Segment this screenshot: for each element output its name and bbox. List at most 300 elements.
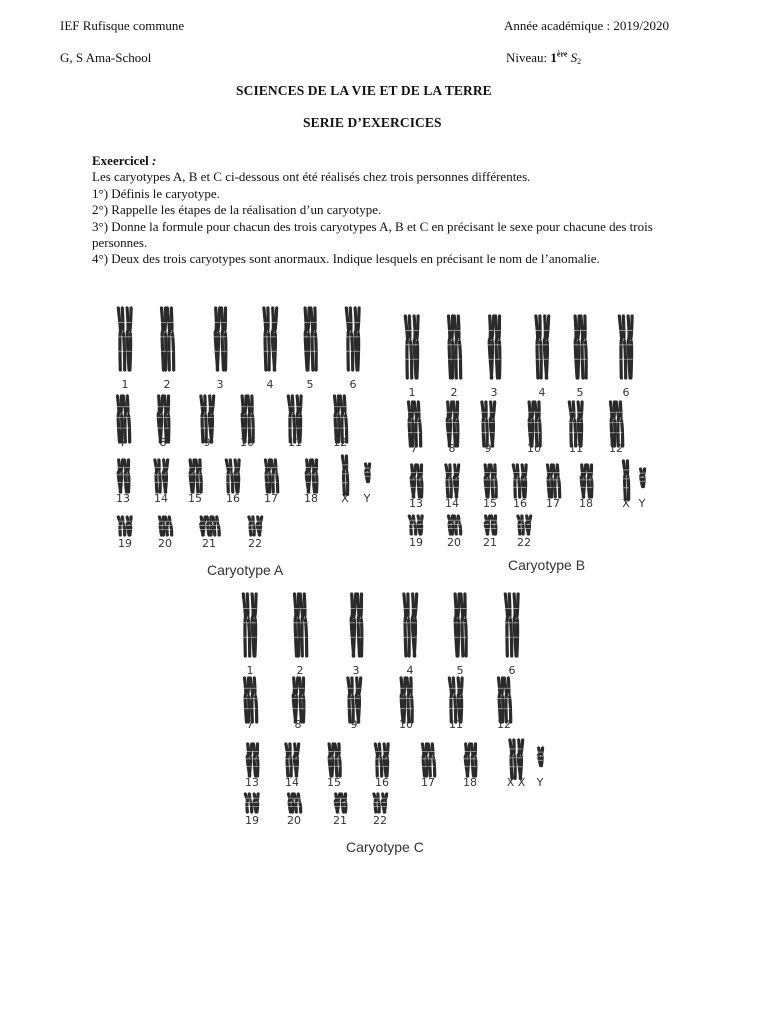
karyotype-caption: Caryotype B [508,557,586,573]
chromatid [591,465,592,497]
chromatid [541,748,543,766]
chromosome-pair-22 [518,516,531,534]
chromatid [491,316,493,378]
pair-label: 18 [579,497,593,510]
pair-label: 22 [517,536,531,549]
chromatid [249,794,251,812]
pair-label: 20 [287,814,301,827]
chromatid [454,516,456,534]
chromatid [120,460,122,492]
chromosome-pair-15 [328,744,341,776]
chromatid [345,794,346,812]
pair-label: Y [638,497,646,510]
chromatid [619,316,621,378]
karyotype-caption: Caryotype A [207,562,284,578]
chromatid [127,396,129,442]
chromatid [457,402,458,446]
chromatid [155,460,157,492]
pair-label: 16 [226,492,240,505]
school-name: G, S Ama-School [60,50,152,65]
chromatid [213,517,215,535]
pair-label: 3 [352,664,360,677]
chromosome-pair-8 [446,402,459,446]
pair-label: 12 [333,436,347,449]
chromatid [504,678,506,722]
chromatid [421,465,422,497]
chromosome-pair-9 [348,678,361,722]
chromatid [452,516,453,534]
level-class: S [570,50,578,65]
chromatid [482,402,484,446]
academic-year: Année académique : 2019/2020 [504,18,669,33]
chromatid [275,460,277,492]
chromatid [165,460,167,492]
chromatid [387,744,389,776]
chromosome-pair-14 [446,465,459,497]
chromosome-pair-3 [214,308,227,370]
chromatid [449,516,451,534]
chromosome-pair-9 [482,402,495,446]
pair-label: 17 [264,492,278,505]
chromatid [627,461,629,499]
chromatid [295,594,297,656]
karyotype-svg [95,300,425,590]
chromatid [467,744,469,776]
series-title: SERIE D’EXERCICES [303,115,442,130]
chromosome-pair-x [342,456,348,494]
chromatid [573,402,575,446]
chromatid [623,461,625,499]
chromatid [358,594,360,656]
chromatid [337,794,339,812]
chromosome-pair-3 [350,594,363,656]
chromatid [375,744,377,776]
chromosome-pair-4 [404,594,417,656]
level-superscript: ère [556,49,568,59]
chromosome-pair-11 [449,678,462,722]
pair-label: 16 [375,776,389,789]
chromatid [414,402,416,446]
chromatid [292,794,293,812]
chromatid [248,678,249,722]
chromatid [551,465,552,497]
pair-label: 14 [285,776,299,789]
pair-label: 21 [202,537,216,550]
chromatid [581,316,583,378]
chromatid [405,316,407,378]
chromatid [358,308,360,370]
chromosome-pair-7 [244,678,257,722]
chromatid [125,460,127,492]
chromatid [268,308,270,370]
chromosome-pair-y [639,469,645,487]
chromatid [217,308,219,370]
chromatid [298,594,299,656]
chromosome-pair-11 [569,402,582,446]
chromosome-pair-17 [547,465,560,497]
chromosome-pair-12 [498,678,511,722]
pair-label: 17 [421,776,435,789]
chromosome-pair-21 [484,516,497,534]
pair-label: 2 [296,664,304,677]
chromatid [289,794,291,812]
chromatid [623,316,625,378]
pair-label: 7 [246,718,254,731]
pair-label: X [341,492,349,505]
chromosome-pair-22 [374,794,387,812]
chromatid [449,316,451,378]
chromatid [499,316,500,378]
karyotype-c-figure [222,586,572,866]
pair-label: 3 [216,378,224,391]
pair-label: 6 [622,386,630,399]
chromatid [475,744,476,776]
karyotype-b-figure [390,308,700,586]
chromosome-pair-20 [159,517,172,535]
chromosome-pair-22 [249,517,262,535]
chromosome-pair-7 [408,402,421,446]
chromosome-pair-21 [199,517,219,535]
chromatid [217,517,219,535]
chromosome-pair-17 [265,460,278,492]
chromosome-pair-5 [454,594,467,656]
chromosome-pair-5 [574,316,587,378]
chromatid [611,402,613,446]
chromatid [230,460,232,492]
pair-label: 5 [306,378,314,391]
chromatid [458,594,460,656]
pair-label: 1 [408,386,416,399]
chromatid [118,517,120,535]
chromatid [300,678,302,722]
chromosome-pair-y [364,464,370,482]
chromatid [488,465,490,497]
chromatid [257,794,259,812]
chromosome-pair-18 [464,744,477,776]
chromatid [225,308,226,370]
chromatid [620,402,622,446]
chromatid [266,460,268,492]
chromatid [520,740,522,778]
pair-label: 17 [546,497,560,510]
chromatid [253,517,255,535]
chromatid [508,678,510,722]
chromosome-pair-19 [245,794,258,812]
chromatid [461,594,463,656]
chromosome-pair-6 [505,594,518,656]
pair-label: 11 [449,718,463,731]
chromatid [535,402,537,446]
chromatid [308,308,310,370]
school-district: IEF Rufisque commune [60,18,185,33]
chromatid [409,402,411,446]
chromatid [249,744,251,776]
chromatid [210,517,211,535]
chromatid [540,316,542,378]
chromatid [492,402,494,446]
karyotype-a-figure [95,300,425,590]
karyotype-svg [222,586,572,866]
chromatid [342,456,344,494]
chromatid [409,316,411,378]
pair-label: 8 [159,436,167,449]
chromatid [118,308,120,370]
chromatid [379,744,381,776]
chromatid [378,794,380,812]
chromatid [361,594,362,656]
pair-label: 18 [304,492,318,505]
chromatid [315,308,317,370]
class-level [506,50,581,70]
pair-label: 14 [445,497,459,510]
chromosome-pair-10 [400,678,413,722]
chromatid [171,308,173,370]
chromosome-pair-16 [375,744,388,776]
chromatid [254,744,256,776]
chromatid [128,460,129,492]
chromatid [487,516,489,534]
chromatid [426,744,427,776]
chromatid [294,794,296,812]
chromatid [295,678,297,722]
pair-label: 11 [288,436,302,449]
chromatid [553,465,555,497]
chromatid [450,465,452,497]
chromatid [196,460,198,492]
karyotype-svg [390,308,700,586]
pair-label: 1 [246,664,254,677]
pair-label: 2 [450,386,458,399]
pair-label: 4 [538,386,546,399]
chromatid [122,308,124,370]
chromatid [311,308,313,370]
chromatid [491,465,493,497]
pair-label: 3 [490,386,498,399]
chromatid [339,744,341,776]
pair-label: 4 [266,378,274,391]
chromosome-pair-2 [294,594,307,656]
chromosome-pair-1 [243,594,256,656]
level-class-sub: 2 [577,57,582,66]
pair-label: X X [506,776,526,789]
chromatid [346,456,348,494]
level-number: 1 [550,50,557,65]
chromatid [461,678,463,722]
chromatid [472,744,474,776]
question-4: 4°) Deux des trois caryotypes sont anormaux. Indique lesquels en précisant le nom de l’anomalie. [92,251,600,267]
chromatid [404,594,406,656]
chromatid [250,678,252,722]
chromatid [449,678,451,722]
pair-label: 1 [121,378,129,391]
chromosome-pair-1 [405,316,418,378]
chromatid [517,465,519,497]
chromosome-pair-14 [155,460,168,492]
chromatid [528,516,530,534]
pair-label: 15 [188,492,202,505]
pair-label: X [622,497,630,510]
chromatid [456,465,458,497]
chromatid [300,594,302,656]
chromosome-pair-18 [580,465,593,497]
chromatid [404,678,406,722]
pair-label: 6 [349,378,357,391]
pair-label: 18 [463,776,477,789]
chromatid [249,517,251,535]
pair-label: 20 [158,537,172,550]
chromosome-pair-8 [292,678,305,722]
chromatid [449,402,451,446]
question-1: 1°) Définis le caryotype. [92,185,220,201]
chromosome-pair-20 [288,794,301,812]
chromatid [569,402,571,446]
chromatid [159,460,161,492]
chromosome-pair-13 [410,465,423,497]
pair-label: 8 [294,718,302,731]
chromosome-pair-12 [610,402,623,446]
pair-label: Y [363,492,371,505]
chromatid [409,516,411,534]
chromatid [313,460,315,492]
chromosome-pair-2 [161,308,174,370]
chromatid [509,594,511,656]
chromosome-pair-1 [118,308,131,370]
chromatid [259,517,261,535]
chromatid [486,402,488,446]
chromatid [255,594,257,656]
chromatid [492,516,494,534]
chromosome-pair-4 [264,308,277,370]
chromatid [548,465,550,497]
chromatid [458,516,460,534]
chromatid [495,516,496,534]
chromatid [269,460,270,492]
chromatid [525,465,527,497]
chromosome-pair-17 [422,744,435,776]
chromatid [581,402,583,446]
chromatid [271,460,273,492]
chromatid [304,594,306,656]
chromatid [290,744,292,776]
chromatid [522,516,524,534]
chromatid [585,316,587,378]
chromatid [502,678,503,722]
chromatid [631,316,633,378]
chromatid [412,402,413,446]
pair-label: 14 [154,492,168,505]
chromatid [408,594,410,656]
chromosome-pair-19 [118,517,131,535]
chromatid [454,402,456,446]
chromatid [342,794,344,812]
chromatid [286,744,288,776]
chromatid [536,316,538,378]
subject-title: SCIENCES DE LA VIE ET DE LA TERRE [236,83,492,98]
chromosome-pair-y [537,748,543,766]
chromosome-pair-19 [409,516,422,534]
chromatid [418,402,420,446]
chromatid [332,744,334,776]
chromatid [588,465,590,497]
chromatid [374,794,376,812]
chromatid [298,794,300,812]
chromatid [413,465,415,497]
pair-label: 9 [350,718,358,731]
chromatid [352,678,354,722]
chromatid [130,308,132,370]
chromatid [238,460,240,492]
pair-label: 7 [410,442,418,455]
chromatid [518,516,520,534]
pair-label: 5 [576,386,584,399]
pair-label: 10 [527,442,541,455]
chromatid [193,460,195,492]
chromatid [557,465,559,497]
pair-label: 21 [483,536,497,549]
chromatid [203,517,205,535]
chromosome-pair-13 [117,460,130,492]
chromatid [160,517,162,535]
chromatid [517,594,519,656]
chromatid [614,402,615,446]
chromatid [254,678,256,722]
chromatid [499,678,501,722]
chromatid [200,460,202,492]
chromosome-pair-14 [286,744,299,776]
level-label: Niveau: [506,50,551,65]
chromatid [413,516,415,534]
chromosome-pair-x [623,461,629,499]
exercise-intro: Les caryotypes A, B et C ci-dessous ont été réalisés chez trois personnes différentes. [92,169,531,185]
chromatid [274,308,276,370]
chromatid [226,460,228,492]
chromatid [495,465,497,497]
chromatid [130,517,132,535]
pair-label: 12 [497,718,511,731]
chromosome-pair-20 [448,516,461,534]
pair-label: 11 [569,442,583,455]
chromosome-pair-18 [305,460,318,492]
chromatid [417,316,419,378]
chromatid [358,678,360,722]
chromatid [162,308,164,370]
pair-label: Y [536,776,544,789]
chromosome-pair-16 [226,460,239,492]
chromatid [335,744,337,776]
chromosome-pair-6 [619,316,632,378]
chromatid [583,465,585,497]
question-2: 2°) Rappelle les étapes de la réalisation d’un caryotype. [92,202,382,218]
pair-label: 13 [116,492,130,505]
pair-label: 19 [118,537,132,550]
chromatid [643,469,645,487]
chromatid [446,465,448,497]
chromosome-pair-10 [528,402,541,446]
pair-label: 13 [409,497,423,510]
chromosome-pair-xx [510,740,523,778]
chromatid [257,744,258,776]
chromosome-pair-2 [448,316,461,378]
chromosome-pair-3 [488,316,501,378]
pair-label: 10 [399,718,413,731]
chromatid [423,744,425,776]
pair-label: 15 [327,776,341,789]
pair-label: 15 [483,497,497,510]
chromatid [350,308,352,370]
chromatid [296,744,298,776]
pair-label: 20 [447,536,461,549]
chromatid [454,316,456,378]
